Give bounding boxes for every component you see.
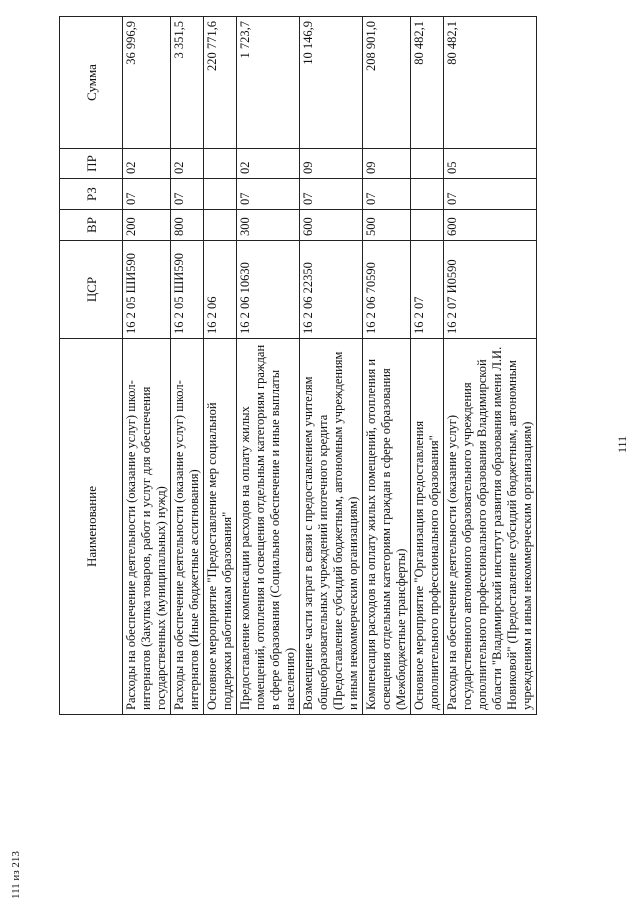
cell-rz: 07 [171, 179, 204, 210]
page-footer: 111 из 213 [10, 851, 22, 899]
table-row [237, 17, 300, 715]
cell-name: Расходы на обеспечение деятельности (оказание услуг) государственного автономного образовательного учреждения дополнительного профессионального образования Владимирской области "Владимирский институт развития образования имени Л.И. Новиковой" (Предоставление субсидий бюджетным, автономным учреждениям и иным некоммерческим организациям) [444, 339, 537, 715]
cell-rz [411, 179, 444, 210]
cell-name: Расходы на обеспечение деятельности (оказание услуг) школ-интернатов (Иные бюджетные ассигнования) [171, 339, 204, 715]
cell-name: Расходы на обеспечение деятельности (оказание услуг) школ-интернатов (Закупка товаров, работ и услуг для обеспечения государственных (муниципальных) нужд) [123, 339, 171, 715]
table-row [444, 17, 537, 715]
cell-csr: 16 2 05 ШИ590 [123, 241, 171, 339]
header-csr: ЦСР [60, 241, 123, 339]
cell-sum: 220 771,6 [204, 17, 237, 149]
cell-rz: 07 [444, 179, 537, 210]
header-name: Наименование [60, 339, 123, 715]
cell-rz [204, 179, 237, 210]
header-rz: РЗ [60, 179, 123, 210]
cell-name: Основное мероприятие "Организация предоставления дополнительного профессионального образования" [411, 339, 444, 715]
budget-table [59, 16, 537, 715]
cell-pr: 02 [237, 149, 300, 179]
cell-pr [204, 149, 237, 179]
cell-sum: 3 351,5 [171, 17, 204, 149]
page-number: 111 [615, 435, 629, 453]
cell-csr: 16 2 07 [411, 241, 444, 339]
cell-name: Предоставление компенсации расходов на оплату жилых помещений, отопления и освещения отдельным категориям граждан в сфере образования (Социальное обеспечение и иные выплаты населению) [237, 339, 300, 715]
table-row [411, 17, 444, 715]
header-sum: Сумма [60, 17, 123, 149]
cell-pr [411, 149, 444, 179]
cell-sum: 1 723,7 [237, 17, 300, 149]
cell-vr: 500 [363, 210, 411, 241]
cell-csr: 16 2 07 И0590 [444, 241, 537, 339]
cell-vr: 600 [300, 210, 363, 241]
cell-pr: 05 [444, 149, 537, 179]
cell-rz: 07 [123, 179, 171, 210]
cell-name: Возмещение части затрат в связи с предоставлением учителям общеобразовательных учреждений ипотечного кредита (Предоставление субсидий бюджетным, автономным учреждениям и иным некоммерческим организациям) [300, 339, 363, 715]
cell-rz: 07 [300, 179, 363, 210]
cell-sum: 80 482,1 [411, 17, 444, 149]
cell-csr: 16 2 06 70590 [363, 241, 411, 339]
cell-pr: 02 [171, 149, 204, 179]
cell-pr: 09 [300, 149, 363, 179]
cell-vr: 200 [123, 210, 171, 241]
table-row [204, 17, 237, 715]
cell-pr: 09 [363, 149, 411, 179]
cell-csr: 16 2 06 22350 [300, 241, 363, 339]
table-row [123, 17, 171, 715]
cell-name: Компенсация расходов на оплату жилых помещений, отопления и освещения отдельным категориям граждан в сфере образования (Межбюджетные трансферты) [363, 339, 411, 715]
table-row [300, 17, 363, 715]
cell-vr [411, 210, 444, 241]
header-pr: ПР [60, 149, 123, 179]
cell-sum: 208 901,0 [363, 17, 411, 149]
table-header-row [60, 17, 123, 715]
header-vr: ВР [60, 210, 123, 241]
table-row [171, 17, 204, 715]
cell-csr: 16 2 05 ШИ590 [171, 241, 204, 339]
cell-pr: 02 [123, 149, 171, 179]
cell-csr: 16 2 06 10630 [237, 241, 300, 339]
cell-rz: 07 [237, 179, 300, 210]
cell-rz: 07 [363, 179, 411, 210]
cell-sum: 36 996,9 [123, 17, 171, 149]
cell-vr: 800 [171, 210, 204, 241]
cell-sum: 10 146,9 [300, 17, 363, 149]
cell-sum: 80 482,1 [444, 17, 537, 149]
cell-vr: 300 [237, 210, 300, 241]
cell-vr: 600 [444, 210, 537, 241]
cell-csr: 16 2 06 [204, 241, 237, 339]
table-row [363, 17, 411, 715]
cell-vr [204, 210, 237, 241]
cell-name: Основное мероприятие "Предоставление мер социальной поддержки работникам образования" [204, 339, 237, 715]
